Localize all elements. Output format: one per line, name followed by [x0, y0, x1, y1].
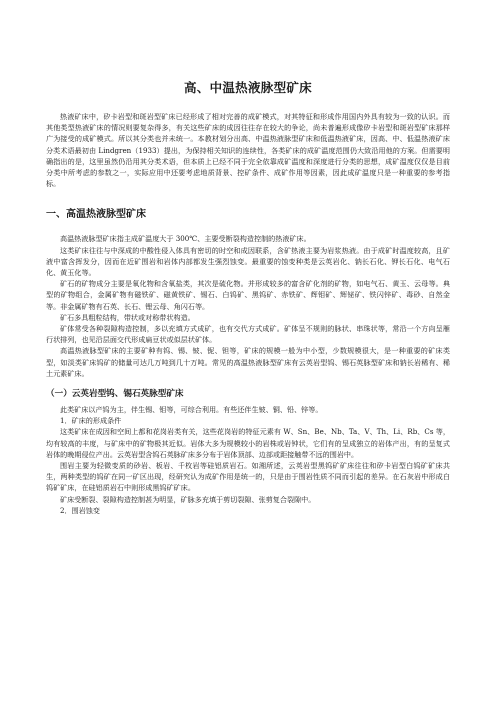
- page-title: 高、中温热液脉型矿床: [183, 80, 312, 95]
- sub-heading-alteration: 2．围岩蚀变: [60, 505, 100, 515]
- subsection-heading-greisen: （一）云英岩型钨、锡石英脉型矿床: [46, 389, 184, 400]
- paragraph: 矿体常受各种裂隙构造控制，多以充填方式成矿，也有交代方式成矿。矿体呈不规则的脉状、串珠状等，常沿一个方向呈雁行状排列，也见沿层面交代形成扁豆状或似层状矿体。: [46, 324, 450, 345]
- paragraph: 围岩主要为轻微变质的砂岩、板岩、千枚岩等硅铝质岩石。如湘所述，云英岩型黑钨矿矿床往往和矽卡岩型白钨矿矿床共生，两种类型的钨矿在同一矿区出现，经研究认为成矿作用是统一的，只是由于围岩性质不同而引起的差异。在石灰岩中形成白钨矿矿床，在硅铝质岩石中则形成黑钨矿矿床。: [46, 461, 450, 493]
- paragraph: 这类矿床往往与中深成的中酸性侵入体具有密切的时空和成因联系，含矿热液主要为岩浆热液。由于成矿时温度较高，且矿液中富含挥发分，因而在近矿围岩和岩体内部都发生强烈蚀变。最重要的蚀变种类是云英岩化、钠长石化、钾长石化、电气石化、黄玉化等。: [46, 245, 450, 278]
- paragraph: 矿石的矿物成分主要是氧化物和含氧盐类，其次是硫化物。并形成较多的富含矿化剂的矿物，如电气石、黄玉、云母等。典型的矿物组合，金属矿物有磁铁矿、磁黄铁矿、锡石、白钨矿、黑钨矿、赤铁矿、辉钼矿、辉铋矿、铁闪锌矿、毒砂、自然金等。非金属矿物有石英、长石、锂云母、角闪石等。: [46, 279, 450, 311]
- sub-heading-formation: 1．矿床的形成条件: [60, 416, 122, 426]
- paragraph: 高温热液脉型矿床指主成矿温度大于 300℃、主要受断裂构造控制的热液矿床。: [60, 234, 311, 244]
- intro-paragraph: 热液矿床中，矽卡岩型和斑岩型矿床已经形成了相对完善的成矿模式，对其特征和形成作用国内外具有较为一致的认识。而其他类型热液矿床的情况则要复杂得多，有关这些矿床的成因往往存在较大的争论，尚未普遍形成像矽卡岩型和斑岩型矿床那样广为接受的成矿模式。所以其分类也并未统一。本教材划分出高、中温热液脉型矿床和低温热液矿床，因高、中、低温热液矿床分类术语最初由 Lindgren（1933）提出，为保持相关知识的连续性，各类矿床的成矿温度范围仍大致沿用他的方案。但需要明确指出的是，这里虽然仍沿用其分类术语，但本质上已经不同于完全依靠成矿温度和深度进行分类的思想，成矿温度仅仅是目前分类中所考虑的参数之一，实际应用中还要考虑地质背景、控矿条件、成矿作用等因素，因此成矿温度只是一种重要的参考指标。: [46, 112, 450, 189]
- paragraph: 这类矿床在成因和空间上都和花岗岩类有关，这些花岗岩的特征元素有 W、Sn、Be、Nb、Ta、V、Th、Li、Rb、Cs 等，均有较高的丰度，与矿床中的矿物极其近似。岩体大多为规模较小的岩株或岩钟状，它们有的呈成独立的岩体产出，有的呈复式岩体的晚期侵位产出。云英岩型含钨石英脉矿床多分布于岩体顶部、边部或距接触带不远的围岩中。: [46, 427, 450, 459]
- paragraph: 矿石多具粗粒结构，带状或对称带状构造。: [60, 312, 195, 322]
- paragraph: 高温热液脉型矿床的主要矿种有钨、锡、铍、铌、钽等，矿床的规模一般为中小型，少数规模很大，是一种重要的矿床类型，如淡类矿床钨矿的储量可达几万吨到几十万吨。常见的高温热液脉型矿床有云英岩型钨、锡石英脉型矿床和钠长岩稀有、稀土元素矿床。: [46, 346, 450, 378]
- paragraph: 此类矿床以产钨为主，伴生锡、钼等，可综合利用。有些还伴生铍、铜、铅、锌等。: [60, 405, 323, 415]
- paragraph: 矿床受断裂、裂隙构造控制甚为明显，矿脉多充填于剪切裂隙、张剪复合裂隙中。: [60, 494, 316, 504]
- section-heading-high-temp: 一、高温热液脉型矿床: [46, 209, 146, 221]
